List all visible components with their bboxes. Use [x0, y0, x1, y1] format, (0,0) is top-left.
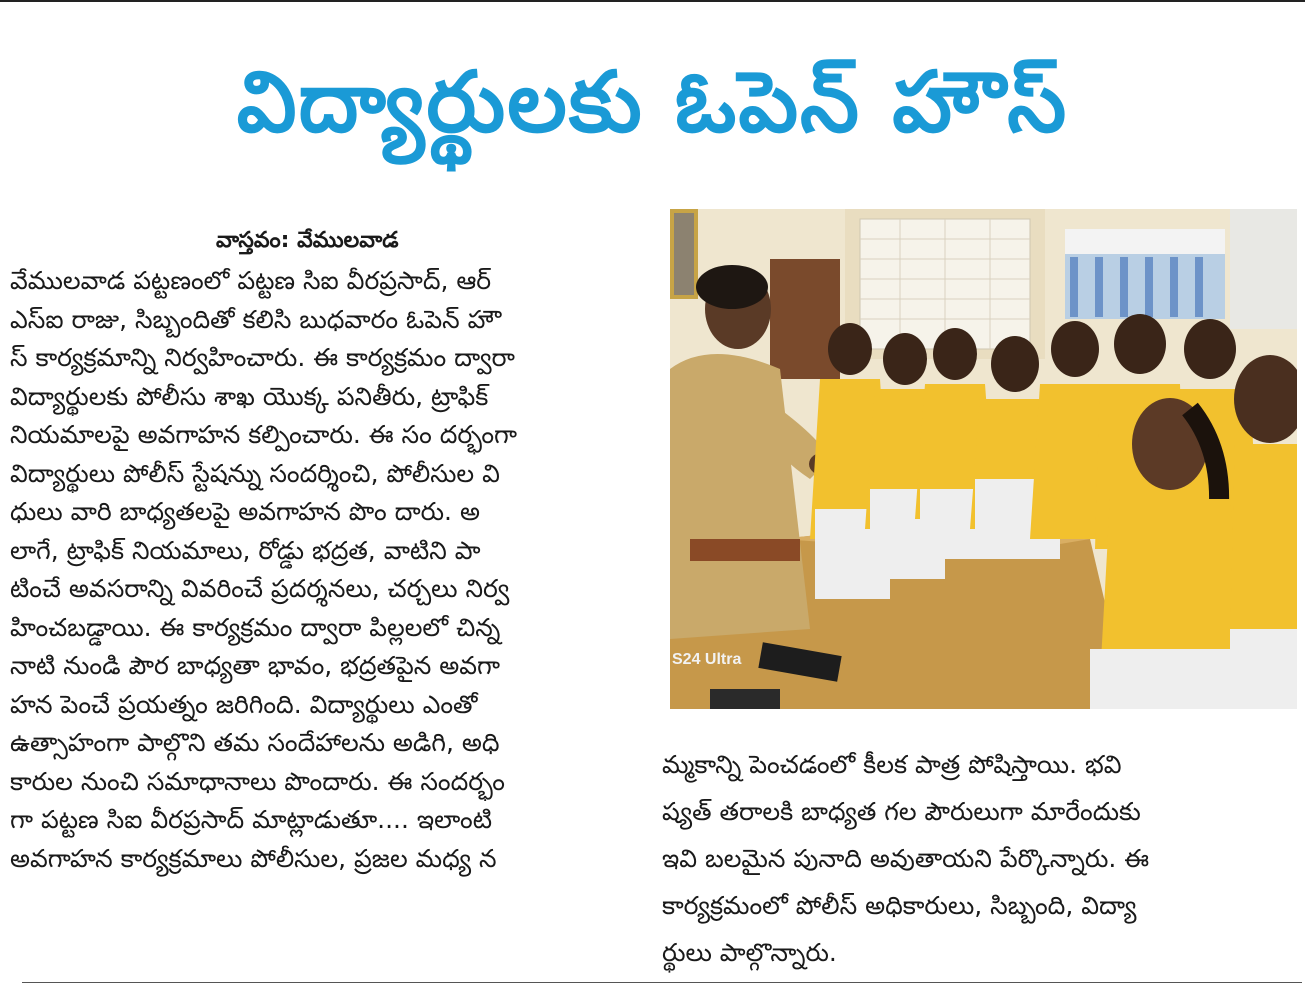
dateline: వాస్తవం: వేములవాడ: [216, 228, 399, 253]
article-line: నాటి నుండి పౌర బాధ్యతా భావం, భద్రతపైన అవగా: [10, 651, 501, 680]
article-line: టించే అవసరాన్ని వివరించే ప్రదర్శనలు, చర్చలు నిర్వ: [10, 574, 510, 603]
article-line: ష్యత్ తరాలకి బాధ్యత గల పౌరులుగా మారేందుకు: [662, 797, 1141, 826]
bottom-rule: [22, 982, 1302, 983]
article-line: స్ కార్యక్రమాన్ని నిర్వహించారు. ఈ కార్యక్రమం ద్వారా: [10, 343, 515, 372]
top-rule: [0, 0, 1305, 2]
article-line: కార్యక్రమంలో పోలీస్ అధికారులు, సిబ్బంది, విద్యా: [662, 891, 1137, 920]
news-photo: [670, 209, 1297, 709]
photo-watermark: S24 Ultra: [672, 651, 742, 668]
article-line: అవగాహన కార్యక్రమాలు పోలీసుల, ప్రజల మధ్య న: [10, 843, 497, 873]
article-line: వేములవాడ పట్టణంలో పట్టణ సిఐ వీరప్రసాద్, ఆర్: [10, 266, 492, 295]
article-line: ర్థులు పాల్గొన్నారు.: [662, 938, 837, 967]
article-line: మ్మకాన్ని పెంచడంలో కీలక పాత్ర పోషిస్తాయి. భవి: [662, 750, 1122, 779]
article-line: ఉత్సాహంగా పాల్గొని తమ సందేహాలను అడిగి, అధి: [10, 728, 500, 757]
headline: విద్యార్థులకు ఓపెన్ హౌస్: [236, 53, 1069, 151]
article-line: విద్యార్థులు పోలీస్ స్టేషన్ను సందర్శించి, పోలీసుల వి: [10, 458, 500, 488]
article-line: గా పట్టణ సిఐ వీరప్రసాద్ మాట్లాడుతూ.... ఇలాంటి: [10, 805, 492, 834]
article-line: కారుల నుంచి సమాధానాలు పొందారు. ఈ సందర్భం: [10, 766, 505, 796]
article-column-right: [662, 741, 1302, 976]
article-line: హించబడ్డాయి. ఈ కార్యక్రమం ద్వారా పిల్లలలో చిన్న: [10, 612, 501, 642]
article-line: విద్యార్థులకు పోలీసు శాఖ యొక్క పనితీరు, ట్రాఫిక్: [10, 381, 489, 411]
article-line: ఎస్ఐ రాజు, సిబ్బందితో కలిసి బుధవారం ఓపెన్ హౌ: [10, 304, 502, 334]
article-line: లాగే, ట్రాఫిక్ నియమాలు, రోడ్డు భద్రత, వాటిని పా: [10, 535, 481, 565]
article-column-left: [10, 262, 640, 878]
article-line: హన పెంచే ప్రయత్నం జరిగింది. విద్యార్థులు ఎంతో: [10, 689, 478, 719]
article-line: నియమాలపై అవగాహన కల్పించారు. ఈ సం దర్భంగా: [10, 420, 518, 449]
article-line: ధులు వారి బాధ్యతలపై అవగాహన పొం దారు. అ: [10, 497, 480, 526]
article-line: ఇవి బలమైన పునాది అవుతాయని పేర్కొన్నారు. ఈ: [662, 844, 1150, 873]
